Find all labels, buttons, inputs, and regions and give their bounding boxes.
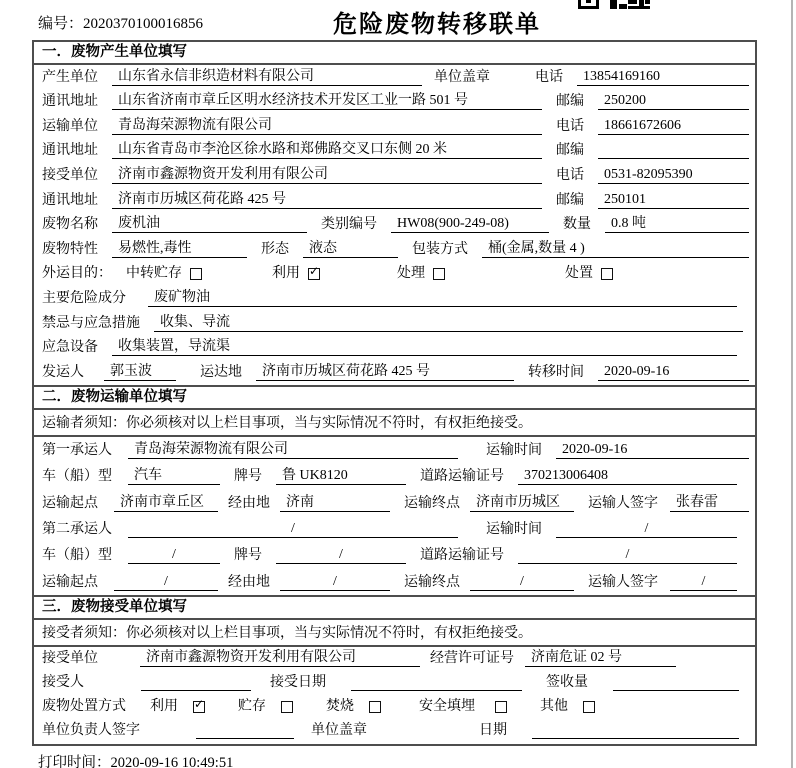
producer-address-row — [34, 90, 755, 115]
producer-unit-field: 山东省永信非织造材料有限公司 — [112, 69, 422, 86]
quantity-label: 数量 — [563, 217, 591, 233]
transport-address-row — [34, 139, 755, 164]
consignor-label: 发运人 — [42, 364, 84, 380]
receiver-unit-field: 济南市鑫源物资开发利用有限公司 — [112, 167, 542, 184]
category-code-label: 类别编号 — [321, 217, 377, 233]
transport-route-row — [34, 489, 755, 515]
section-producer — [34, 42, 755, 385]
receiver-notice: 接受者须知：你必须核对以上栏目事项，当与实际情况不符时，有权拒绝接受。 — [34, 620, 755, 647]
transfer-purpose-label: 外运目的： — [42, 266, 112, 282]
received-quantity-field — [613, 675, 739, 691]
section-transporter-title: 二．废物运输单位填写 — [34, 387, 755, 410]
vehicle-type2-row — [34, 542, 755, 568]
origin-field: 济南市章丘区 — [114, 495, 218, 512]
emergency-measures-field: 收集、导流 — [154, 315, 743, 332]
emergency-equipment-field: 收集装置，导流渠 — [112, 339, 737, 356]
date-label: 日期 — [479, 723, 507, 739]
road-permit-label: 道路运输证号 — [420, 469, 504, 485]
terminus2-field: / — [470, 574, 574, 591]
other-checkbox — [583, 701, 595, 713]
transfer-purpose-row — [34, 262, 755, 287]
treatment-checkbox — [433, 268, 445, 280]
emergency-equipment-row — [34, 336, 755, 361]
producer-postcode-field: 250200 — [598, 93, 749, 110]
manifest-number-value: 2020370100016856 — [83, 16, 204, 32]
accept-person-row — [34, 671, 755, 695]
waste-name-field: 废机油 — [112, 216, 307, 233]
hazardous-component-label: 主要危险成分 — [42, 290, 126, 306]
section-transporter-rows — [34, 437, 755, 595]
accept-person-label: 接受人 — [42, 674, 84, 690]
accept-unit-label: 接受单位 — [42, 650, 98, 666]
disposal-method-row — [34, 695, 755, 719]
transport-route2-row — [34, 568, 755, 594]
landfill-checkbox — [495, 701, 507, 713]
section-receiver-title: 三．废物接受单位填写 — [34, 597, 755, 620]
form-label: 形态 — [261, 241, 289, 257]
postcode-label: 邮编 — [556, 192, 584, 208]
disposal-checkbox — [601, 268, 613, 280]
waste-property-field: 易燃性,毒性 — [112, 241, 247, 258]
manifest-number — [38, 12, 203, 33]
check-icon: ✓ — [194, 697, 205, 712]
utilize-label: 利用 — [272, 266, 300, 282]
section-transporter — [34, 385, 755, 595]
via-field: 济南 — [280, 495, 390, 512]
plate-number-label: 牌号 — [234, 548, 262, 564]
via-label: 经由地 — [228, 495, 270, 511]
accept-unit-row — [34, 647, 755, 671]
disposal-method-label: 废物处置方式 — [42, 699, 126, 715]
transport-date2-field: / — [556, 521, 737, 538]
section-receiver — [34, 595, 755, 744]
producer-unit-label: 产生单位 — [42, 69, 98, 85]
receiver-address-row — [34, 188, 755, 213]
transport-unit-row — [34, 114, 755, 139]
transport-unit-field: 青岛海荣源物流有限公司 — [112, 118, 542, 135]
section-receiver-rows — [34, 647, 755, 744]
storage-label: 贮存 — [238, 699, 266, 715]
terminus-label: 运输终点 — [404, 495, 460, 511]
disposal-storage-checkbox — [281, 701, 293, 713]
via-label: 经由地 — [228, 574, 270, 590]
road-permit-label: 道路运输证号 — [420, 548, 504, 564]
producer-unit-row — [34, 65, 755, 90]
transporter-notice: 运输者须知：你必须核对以上栏目事项，当与实际情况不符时，有权拒绝接受。 — [34, 410, 755, 437]
phone-label: 电话 — [556, 167, 584, 183]
plate-number2-field: / — [276, 547, 406, 564]
license-number-label: 经营许可证号 — [430, 650, 514, 666]
carrier-signature-field: 张春雷 — [670, 495, 749, 512]
receiver-address-field: 济南市历城区荷花路 425 号 — [112, 192, 542, 209]
disposal-utilize-checkbox — [193, 697, 205, 713]
plate-number-label: 牌号 — [234, 469, 262, 485]
destination-field: 济南市历城区荷花路 425 号 — [256, 364, 514, 381]
transport-date-label: 运输时间 — [486, 521, 542, 537]
section-producer-rows — [34, 65, 755, 385]
transport-address-field: 山东省青岛市李沧区徐水路和郑佛路交叉口东侧 20 米 — [112, 142, 542, 159]
producer-address-field: 山东省济南市章丘区明水经济技术开发区工业一路 501 号 — [112, 93, 542, 110]
accept-date-field — [351, 675, 522, 691]
vehicle-type2-field: / — [128, 547, 220, 564]
address-label: 通讯地址 — [42, 94, 98, 110]
emergency-equipment-label: 应急设备 — [42, 340, 98, 356]
receiver-unit-row — [34, 163, 755, 188]
second-carrier-label: 第二承运人 — [42, 521, 112, 537]
origin-label: 运输起点 — [42, 574, 98, 590]
utilize-label: 利用 — [150, 699, 178, 715]
transfer-date-field: 2020-09-16 — [598, 364, 749, 381]
vehicle-type-label: 车（船）型 — [42, 469, 112, 485]
emergency-measures-row — [34, 311, 755, 336]
hazardous-component-field: 废矿物油 — [148, 290, 737, 307]
via2-field: / — [280, 574, 390, 591]
vehicle-type-field: 汽车 — [128, 468, 220, 485]
incineration-label: 焚烧 — [326, 699, 354, 715]
utilize-checkbox — [308, 264, 320, 280]
road-permit2-field: / — [518, 547, 737, 564]
carrier-signature2-field: / — [670, 574, 737, 591]
incineration-checkbox — [369, 701, 381, 713]
transport-date-field: 2020-09-16 — [556, 442, 749, 459]
qr-code-fragment — [578, 0, 650, 10]
address-label: 通讯地址 — [42, 143, 98, 159]
vehicle-type-label: 车（船）型 — [42, 548, 112, 564]
treatment-label: 处理 — [397, 266, 425, 282]
phone-label: 电话 — [556, 118, 584, 134]
road-permit-field: 370213006408 — [518, 468, 737, 485]
terminus-label: 运输终点 — [404, 574, 460, 590]
disposal-label: 处置 — [565, 266, 593, 282]
emergency-measures-label: 禁忌与应急措施 — [42, 315, 140, 331]
waste-name-row — [34, 213, 755, 238]
date-field — [532, 723, 739, 739]
packaging-label: 包装方式 — [412, 241, 468, 257]
transport-unit-label: 运输单位 — [42, 118, 98, 134]
waste-property-label: 废物特性 — [42, 241, 98, 257]
hazardous-component-row — [34, 286, 755, 311]
manifest-number-label: 编号： — [38, 16, 84, 32]
other-label: 其他 — [540, 699, 568, 715]
phone-label: 电话 — [535, 69, 563, 85]
origin-label: 运输起点 — [42, 495, 98, 511]
manifest-form — [32, 40, 757, 746]
check-icon: ✓ — [309, 264, 320, 279]
document-header — [0, 0, 796, 40]
transport-postcode-field — [598, 143, 749, 159]
received-quantity-label: 签收量 — [546, 674, 588, 690]
window-edge-line — [791, 0, 793, 768]
accept-date-label: 接受日期 — [270, 674, 326, 690]
carrier-signature-label: 运输人签字 — [588, 574, 658, 590]
consignor-field: 郭玉波 — [104, 364, 176, 381]
transit-storage-label: 中转贮存 — [126, 266, 182, 282]
second-carrier-row — [34, 516, 755, 542]
responsible-signature-label: 单位负责人签字 — [42, 723, 140, 739]
postcode-label: 邮编 — [556, 143, 584, 159]
consignor-row — [34, 360, 755, 385]
first-carrier-label: 第一承运人 — [42, 443, 112, 459]
landfill-label: 安全填埋 — [419, 699, 475, 715]
form-field: 液态 — [303, 241, 398, 258]
unit-seal-label: 单位盖章 — [434, 69, 490, 85]
transit-storage-checkbox — [190, 268, 202, 280]
responsible-signature-field — [196, 723, 294, 739]
transfer-date-label: 转移时间 — [528, 364, 584, 380]
packaging-field: 桶(金属,数量 4 ) — [482, 241, 749, 258]
section-producer-title: 一．废物产生单位填写 — [34, 42, 755, 65]
origin2-field: / — [114, 574, 218, 591]
responsible-signature-row — [34, 719, 755, 743]
second-carrier-field: / — [128, 521, 458, 538]
terminus-field: 济南市历城区 — [470, 495, 574, 512]
waste-name-label: 废物名称 — [42, 217, 98, 233]
first-carrier-field: 青岛海荣源物流有限公司 — [128, 442, 458, 459]
quantity-field: 0.8 吨 — [605, 216, 749, 233]
category-code-field: HW08(900-249-08) — [391, 216, 549, 233]
receiver-phone-field: 0531-82095390 — [598, 167, 749, 184]
page-title: 危险废物转移联单 — [333, 12, 541, 38]
destination-label: 运达地 — [200, 364, 242, 380]
receiver-postcode-field: 250101 — [598, 192, 749, 209]
plate-number-field: 鲁 UK8120 — [276, 468, 406, 485]
producer-phone-field: 13854169160 — [577, 69, 749, 86]
transport-date-label: 运输时间 — [486, 443, 542, 459]
print-time-value: 2020-09-16 10:49:51 — [110, 755, 234, 768]
vehicle-type-row — [34, 463, 755, 489]
first-carrier-row — [34, 437, 755, 463]
license-number-field: 济南危证 02 号 — [525, 650, 676, 667]
accept-person-field — [141, 675, 251, 691]
address-label: 通讯地址 — [42, 192, 98, 208]
print-time — [38, 751, 233, 768]
waste-property-row — [34, 237, 755, 262]
postcode-label: 邮编 — [556, 94, 584, 110]
receiver-unit-label: 接受单位 — [42, 167, 98, 183]
print-time-label: 打印时间： — [38, 755, 111, 768]
transport-phone-field: 18661672606 — [598, 118, 749, 135]
carrier-signature-label: 运输人签字 — [588, 495, 658, 511]
unit-seal-label: 单位盖章 — [311, 723, 367, 739]
accept-unit-field: 济南市鑫源物资开发利用有限公司 — [140, 650, 420, 667]
